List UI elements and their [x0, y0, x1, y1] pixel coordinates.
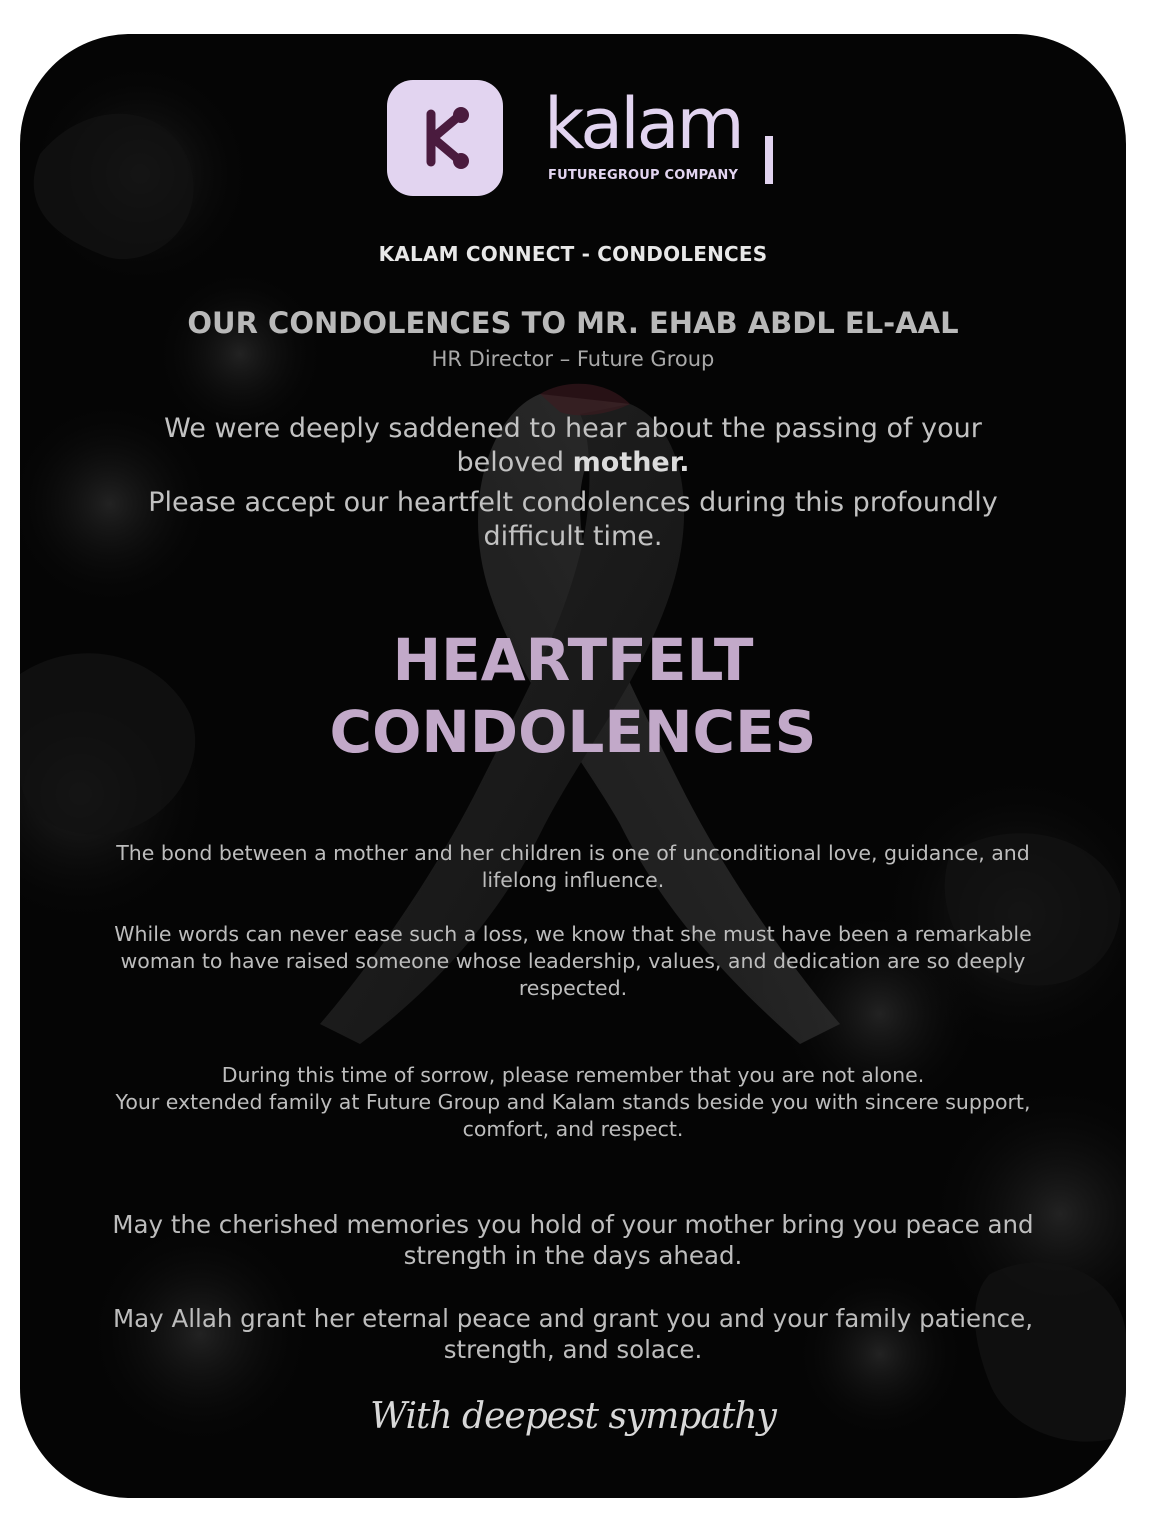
- letter-content: [20, 34, 1126, 1498]
- brand-name: kalam: [544, 83, 742, 165]
- body-paragraph-4: May the cherished memories you hold of your mother bring you peace and strength in the days ahead.: [112, 1210, 1034, 1270]
- intro-line-1: [130, 412, 1016, 480]
- intro-line-2: Please accept our heartfelt condolences during this profoundly difficult time.: [148, 487, 998, 552]
- kicker: KALAM CONNECT - CONDOLENCES: [378, 242, 768, 266]
- brand-header: [20, 80, 1126, 200]
- headline-line-2: CONDOLENCES: [329, 698, 817, 766]
- body-paragraph-3a: During this time of sorrow, please remember that you are not alone.: [221, 1063, 925, 1087]
- brand-wordmark: [544, 83, 784, 188]
- intro-line-1-bold: mother.: [572, 447, 690, 478]
- body-paragraph-3b: Your extended family at Future Group and Kalam stands beside you with sincere support, comfort, and respect.: [115, 1090, 1031, 1141]
- kalam-k-node-icon: [387, 80, 503, 196]
- body-paragraph-5: May Allah grant her eternal peace and grant you and your family patience, strength, and solace.: [113, 1304, 1033, 1364]
- signature: With deepest sympathy: [370, 1396, 776, 1437]
- recipient-heading: OUR CONDOLENCES TO MR. EHAB ABDL EL-AAL: [187, 306, 959, 340]
- body-paragraph-2: While words can never ease such a loss, we know that she must have been a remarkable woman to have raised someone whose leadership, values, and dedication are so deeply respected.: [114, 922, 1032, 1000]
- body-paragraph-1: The bond between a mother and her children is one of unconditional love, guidance, and lifelong influence.: [116, 841, 1030, 892]
- brand-wordmark-bar: [765, 136, 773, 184]
- headline-line-1: HEARTFELT: [392, 626, 754, 694]
- brand-tagline: FUTUREGROUP COMPANY: [548, 168, 739, 183]
- recipient-title: HR Director – Future Group: [431, 347, 715, 371]
- condolence-card: [20, 34, 1126, 1498]
- intro-line-1-text: We were deeply saddened to hear about the passing of your beloved: [164, 413, 982, 478]
